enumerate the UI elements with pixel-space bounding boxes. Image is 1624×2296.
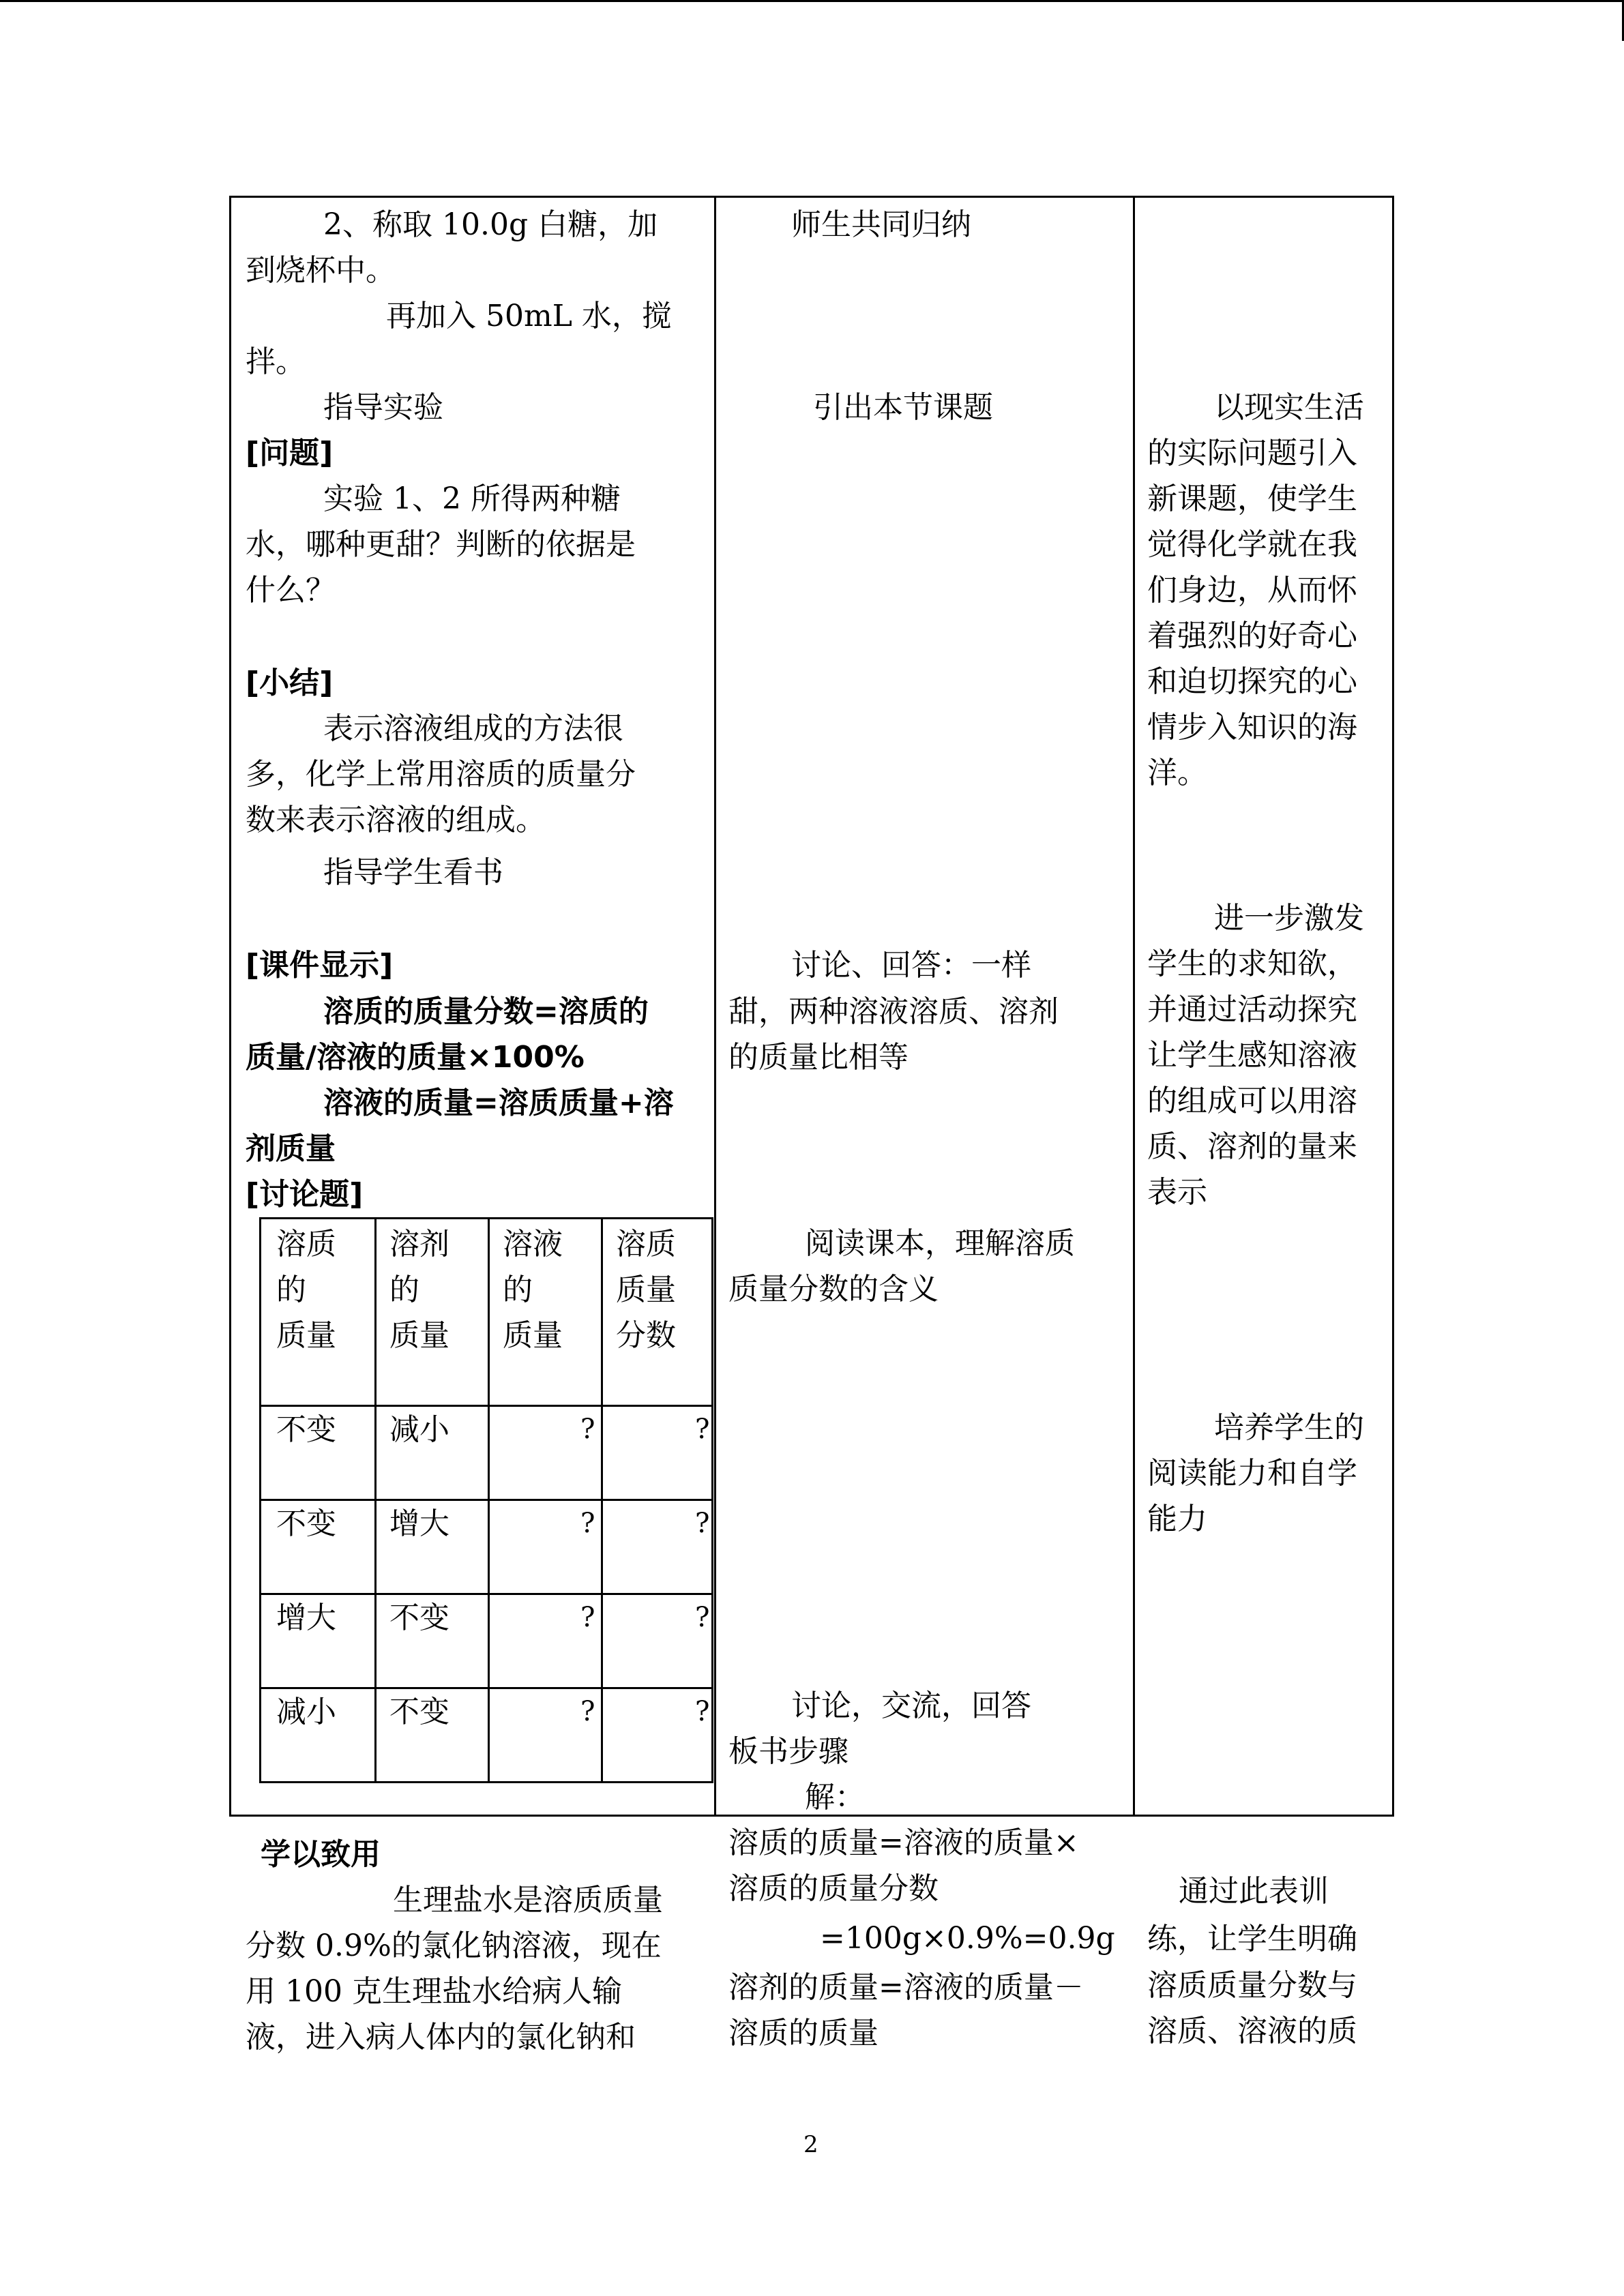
text-line: 用 100 克生理盐水给病人输: [246, 1974, 622, 2009]
table-cell: 不变: [389, 1695, 449, 1729]
text-line: 解：: [805, 1780, 865, 1815]
table-cell: 不变: [276, 1506, 336, 1541]
text-line: 拌。: [246, 344, 306, 379]
text-line: 和迫切探究的心: [1147, 664, 1357, 699]
table-cell: ?: [695, 1602, 710, 1633]
text-line: 阅读能力和自学: [1147, 1456, 1357, 1491]
table-cell: ?: [695, 1696, 710, 1727]
page-number: 2: [803, 2131, 818, 2158]
text-line: 到烧杯中。: [246, 253, 396, 288]
text-line: 溶质的质量=溶液的质量×: [728, 1825, 1079, 1860]
text-line: 培养学生的: [1214, 1410, 1364, 1445]
section-heading-apply: 学以致用: [261, 1837, 381, 1872]
table-cell: ?: [580, 1508, 595, 1539]
table-header-cell: 溶质: [616, 1227, 676, 1262]
text-line: 新课题，使学生: [1147, 481, 1357, 516]
text-line: 讨论，交流，回答: [791, 1688, 1031, 1723]
text-line: 数来表示溶液的组成。: [246, 803, 546, 837]
text-line: 液，进入病人体内的氯化钠和: [246, 2020, 636, 2055]
table-header-cell: 质量: [616, 1272, 676, 1307]
text-line: 讨论、回答：一样: [791, 948, 1031, 983]
table-header-cell: 分数: [616, 1318, 676, 1353]
table-cell: ?: [695, 1508, 710, 1539]
text-line: 能力: [1147, 1502, 1207, 1536]
formula-line: 溶质的质量分数=溶质的: [323, 994, 649, 1029]
text-line: 练，让学生明确: [1147, 1922, 1357, 1956]
text-line: 水，哪种更甜？判断的依据是: [246, 527, 636, 562]
text-line: 并通过活动探究: [1147, 992, 1357, 1027]
table-header-cell: 溶液: [503, 1227, 563, 1262]
table-cell: 不变: [276, 1412, 336, 1447]
table-header-cell: 的: [503, 1272, 533, 1307]
text-line: 让学生感知溶液: [1147, 1038, 1357, 1073]
text-line: 以现实生活: [1214, 390, 1364, 425]
text-line: 质、溶剂的量来: [1147, 1129, 1357, 1164]
text-line: 质量分数的含义: [728, 1272, 939, 1307]
text-line: 溶质的质量: [728, 2016, 879, 2051]
text-line: 甜，两种溶液溶质、溶剂: [728, 994, 1059, 1029]
table-cell: 增大: [276, 1600, 336, 1635]
table-cell: 增大: [389, 1506, 449, 1541]
text-line: 情步入知识的海: [1147, 710, 1357, 745]
text-line: 着强烈的好奇心: [1147, 618, 1357, 653]
table-header-cell: 质量: [503, 1318, 563, 1353]
text-line: 分数 0.9%的氯化钠溶液，现在: [246, 1928, 662, 1963]
text-line: =100g×0.9%=0.9g: [820, 1921, 1115, 1956]
section-heading-courseware: [课件显示]: [246, 948, 394, 983]
table-header-cell: 的: [276, 1272, 306, 1307]
text-line: 的实际问题引入: [1147, 436, 1357, 471]
text-line: 进一步激发: [1214, 901, 1364, 936]
column-divider: [1133, 198, 1135, 1815]
text-line: 指导实验: [323, 390, 443, 425]
text-line: 溶质、溶液的质: [1147, 2014, 1357, 2048]
text-line: 多，化学上常用溶质的质量分: [246, 757, 636, 792]
text-line: 的质量比相等: [728, 1040, 909, 1075]
table-cell: ?: [695, 1414, 710, 1445]
table-cell: 减小: [276, 1695, 336, 1729]
text-line: 再加入 50mL 水，搅: [386, 299, 672, 333]
text-line: 板书步骤: [728, 1734, 848, 1769]
formula-line: 溶液的质量=溶质质量+溶: [323, 1086, 674, 1120]
table-header-cell: 质量: [389, 1318, 449, 1353]
section-heading-summary: [小结]: [246, 666, 334, 700]
section-heading-question: [问题]: [246, 436, 334, 471]
column-divider: [714, 198, 716, 1815]
text-line: 通过此表训: [1179, 1874, 1329, 1909]
text-line: 溶质的质量分数: [728, 1871, 939, 1906]
text-line: 指导学生看书: [323, 855, 503, 890]
text-line: 师生共同归纳: [791, 207, 971, 242]
text-line: 2、称取 10.0g 白糖，加: [323, 207, 658, 242]
text-line: 实验 1、2 所得两种糖: [323, 481, 621, 516]
top-border-line: [0, 0, 1624, 2]
text-line: 学生的求知欲，: [1147, 946, 1357, 981]
discussion-table: [259, 1217, 713, 1783]
text-line: 表示溶液组成的方法很: [323, 711, 623, 746]
table-cell: 减小: [389, 1412, 449, 1447]
table-cell: ?: [580, 1414, 595, 1445]
text-line: 表示: [1147, 1175, 1207, 1210]
text-line: 觉得化学就在我: [1147, 527, 1357, 562]
text-line: 的组成可以用溶: [1147, 1084, 1357, 1118]
text-line: 溶剂的质量=溶液的质量－: [728, 1970, 1084, 2005]
text-line: 洋。: [1147, 756, 1207, 790]
table-cell: 不变: [389, 1600, 449, 1635]
text-line: 什么？: [246, 573, 336, 608]
formula-line: 质量/溶液的质量×100%: [246, 1040, 585, 1075]
table-header-cell: 溶质: [276, 1227, 336, 1262]
text-line: 溶质质量分数与: [1147, 1968, 1357, 2003]
text-line: 引出本节课题: [813, 390, 993, 425]
text-line: 们身边，从而怀: [1147, 573, 1357, 608]
formula-line: 剂质量: [246, 1131, 336, 1166]
text-line: 生理盐水是溶质质量: [393, 1883, 663, 1918]
text-line: 阅读课本，理解溶质: [805, 1226, 1075, 1261]
table-cell: ?: [580, 1602, 595, 1633]
table-cell: ?: [580, 1696, 595, 1727]
table-header-cell: 的: [389, 1272, 419, 1307]
section-heading-discussion: [讨论题]: [246, 1177, 364, 1212]
table-header-cell: 溶剂: [389, 1227, 449, 1262]
table-header-cell: 质量: [276, 1318, 336, 1353]
